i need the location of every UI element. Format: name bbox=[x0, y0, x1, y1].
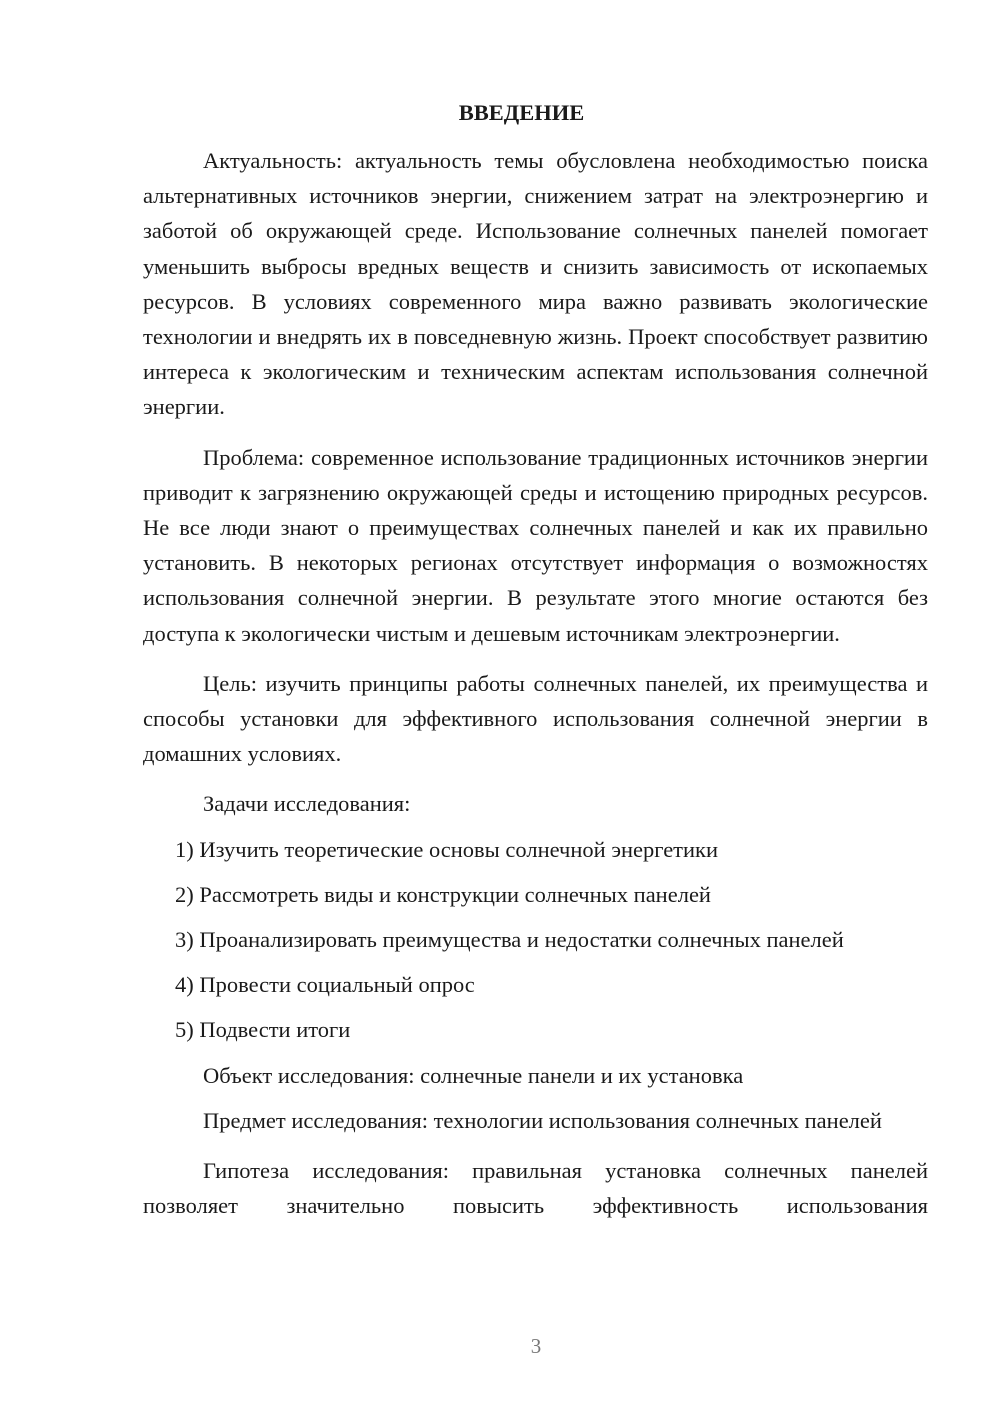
relevance-paragraph: Актуальность: актуальность темы обусловлена необходимостью поиска альтернативных источников энергии, снижением затрат на электроэнергию и заботой об окружающей среде. Использование солнечных панелей помогает уменьшить выбросы вредных веществ и снизить зависимость от ископаемых ресурсов. В условиях современного мира важно развивать экологические технологии и внедрять их в повседневную жизнь. Проект способствует развитию интереса к экологическим и техническим аспектам использования солнечной энергии. bbox=[143, 148, 928, 420]
task-item-1: 1) Изучить теоретические основы солнечной энергетики bbox=[175, 836, 719, 862]
task-item-3: 3) Проанализировать преимущества и недостатки солнечных панелей bbox=[175, 927, 844, 953]
section-title: ВВЕДЕНИЕ bbox=[458, 100, 585, 125]
goal-paragraph: Цель: изучить принципы работы солнечных панелей, их преимущества и способы установки для эффективного использования солнечной энергии в домашних условиях. bbox=[143, 670, 928, 767]
page-number: 3 bbox=[530, 1334, 542, 1358]
hypothesis-paragraph: Гипотеза исследования: правильная установка солнечных панелей позволяет значительно повысить эффективность использования bbox=[143, 1158, 928, 1219]
tasks-list bbox=[143, 832, 928, 1048]
task-item-2: 2) Рассмотреть виды и конструкции солнечных панелей bbox=[175, 881, 711, 907]
object-paragraph: Объект исследования: солнечные панели и их установка bbox=[203, 1062, 744, 1088]
subject-paragraph: Предмет исследования: технологии использования солнечных панелей bbox=[203, 1107, 882, 1133]
task-item-5: 5) Подвести итоги bbox=[175, 1017, 351, 1043]
document-body bbox=[143, 95, 928, 1223]
problem-paragraph: Проблема: современное использование традиционных источников энергии приводит к загрязнению окружающей среды и истощению природных ресурсов. Не все люди знают о преимуществах солнечных панелей и как их правильно установить. В некоторых регионах отсутствует информация о возможностях использования солнечной энергии. В результате этого многие остаются без доступа к экологически чистым и дешевым источникам электроэнергии. bbox=[143, 444, 928, 646]
tasks-heading: Задачи исследования: bbox=[203, 791, 411, 817]
task-item-4: 4) Провести социальный опрос bbox=[175, 972, 475, 998]
